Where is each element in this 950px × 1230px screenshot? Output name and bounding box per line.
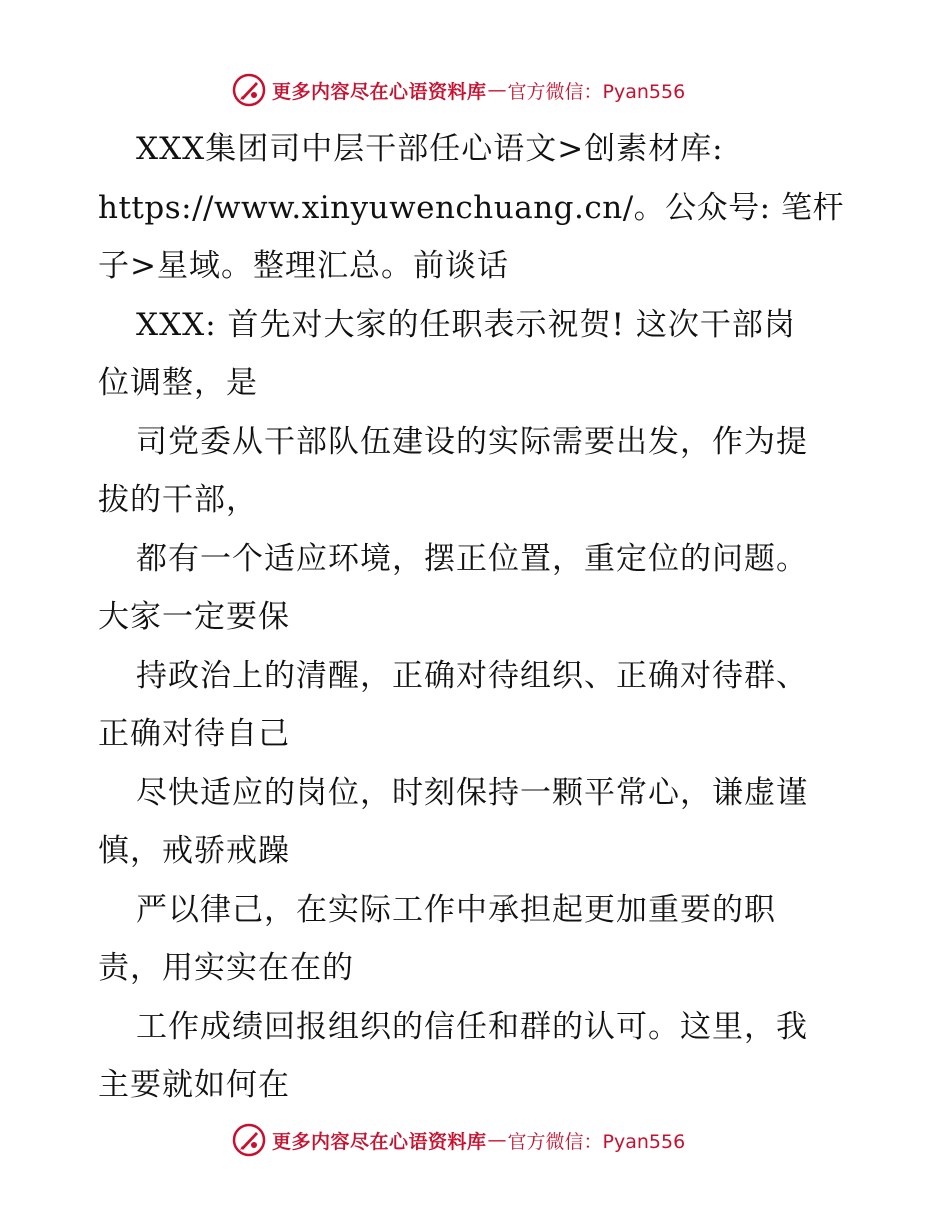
text-line: 慎，戒骄戒躁 bbox=[98, 833, 290, 869]
text-line: 都有一个适应环境，摆正位置，重定位的问题。 bbox=[136, 540, 808, 577]
banner-wechat: 官方微信：Pyan556 bbox=[507, 1130, 686, 1153]
header-watermark-banner bbox=[232, 72, 685, 108]
quill-pen-logo-icon bbox=[232, 1123, 266, 1157]
text-line: 尽快适应的岗位，时刻保持一颗平常心，谦虚谨 bbox=[136, 774, 808, 811]
text-line: https://www.xinyuwenchuang.cn/。公众号: 笔杆 bbox=[98, 189, 844, 226]
text-line: XXX: 首先对大家的任职表示祝贺! 这次干部岗 bbox=[136, 306, 796, 343]
document-body bbox=[98, 120, 858, 1115]
text-line: 位调整，是 bbox=[98, 365, 258, 401]
text-line: 持政治上的清醒，正确对待组织、正确对待群、 bbox=[136, 657, 808, 694]
text-line: 拔的干部， bbox=[98, 482, 258, 518]
text-line: 司党委从干部队伍建设的实际需要出发，作为提 bbox=[136, 423, 808, 460]
text-line: 子>星域。整理汇总。前谈话 bbox=[98, 248, 509, 284]
text-line: 大家一定要保 bbox=[98, 599, 290, 635]
footer-watermark-banner bbox=[232, 1122, 685, 1158]
banner-wechat: 官方微信：Pyan556 bbox=[507, 80, 686, 103]
quill-pen-logo-icon bbox=[232, 73, 266, 107]
text-line: 主要就如何在 bbox=[98, 1067, 290, 1103]
text-line: 责，用实实在在的 bbox=[98, 950, 354, 986]
text-line: 工作成绩回报组织的信任和群的认可。这里，我 bbox=[136, 1008, 808, 1045]
text-line: 正确对待自己 bbox=[98, 716, 290, 752]
text-line: XXX集团司中层干部任心语文>创素材库: bbox=[136, 131, 724, 167]
banner-title: 更多内容尽在心语资料库 bbox=[272, 80, 487, 103]
banner-title: 更多内容尽在心语资料库 bbox=[272, 1130, 487, 1153]
banner-separator: — bbox=[487, 1129, 507, 1151]
text-line: 严以律己，在实际工作中承担起更加重要的职 bbox=[136, 891, 776, 928]
banner-separator: — bbox=[487, 79, 507, 101]
